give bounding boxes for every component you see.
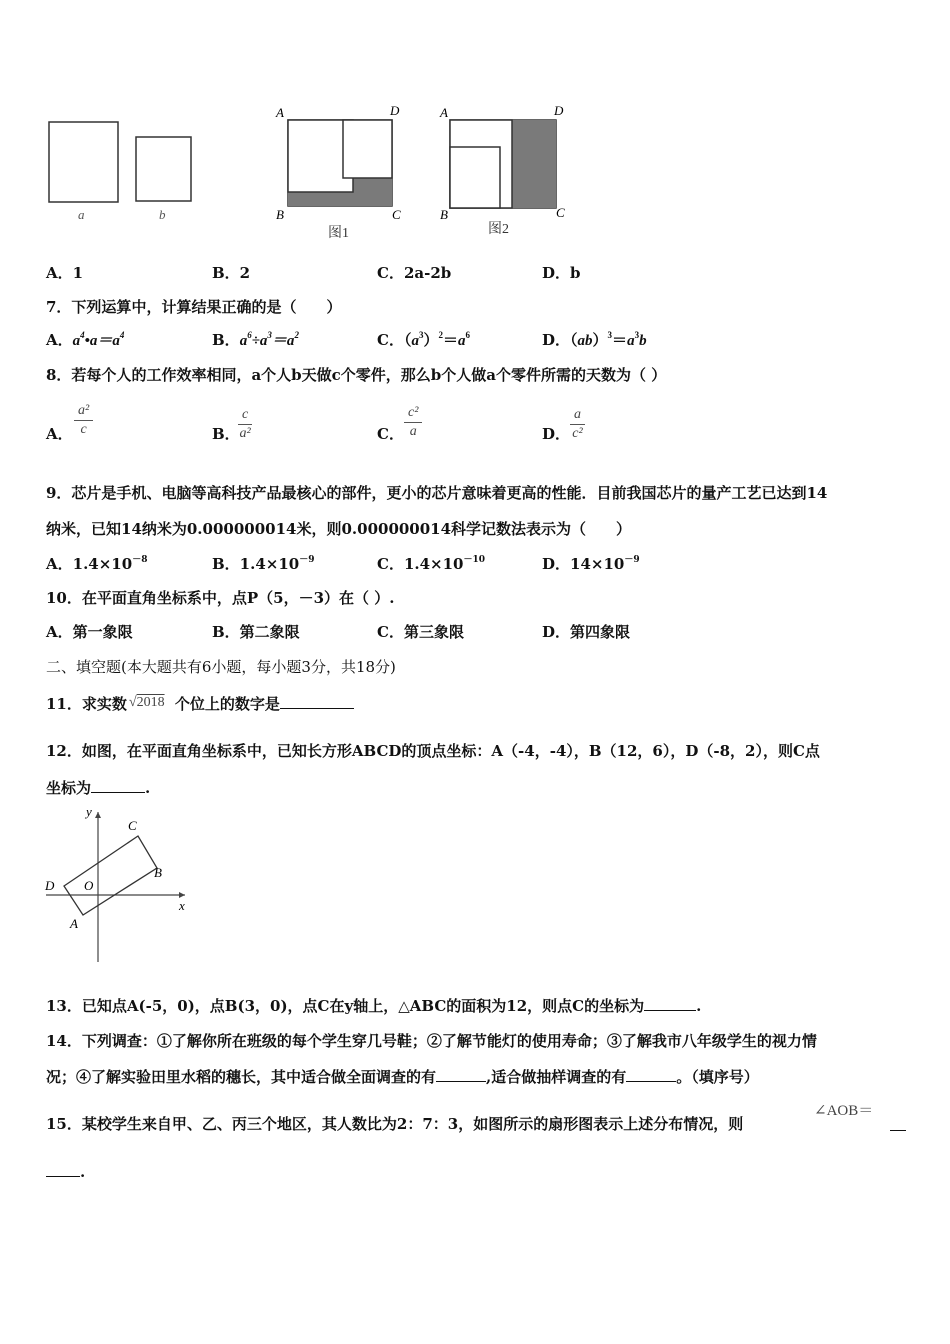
q15-answer-blank-1 — [890, 1113, 906, 1131]
q8-option-c-fraction: $\frac{\text{c²}}{a}$ — [404, 404, 422, 441]
q12-stem-line1: 12．如图，在平面直角坐标系中，已知长方形ABCD的顶点坐标：A（-4，-4），B（12，6），D（-8，2），则C点 — [46, 742, 820, 760]
q11-stem: 11．求实数 √2018 个位上的数字是 — [46, 693, 354, 714]
q9-stem-line1: 9．芯片是手机、电脑等高科技产品最核心的部件，更小的芯片意味着更高的性能．目前我国芯片的量产工艺已达到14 — [46, 484, 828, 502]
label-y: y — [86, 804, 92, 819]
q15-stem: 15．某校学生来自甲、乙、丙三个地区，其人数比为2：7：3，如图所示的扇形图表示上述分布情况，则 — [46, 1115, 744, 1133]
figure-2 — [439, 103, 565, 237]
fig1-corner-d: D — [390, 103, 400, 118]
label-c-point: C — [128, 818, 137, 833]
q14-stem-line2: 况；④了解实验田里水稻的穗长，其中适合做全面调查的有 ,适合做抽样调查的有 。（填序号） — [46, 1068, 759, 1086]
q7-option-a: A．$a^4•a=a^4$ — [46, 330, 125, 349]
q6-option-c: C．2a-2b — [377, 264, 452, 282]
q13-answer-blank — [644, 1010, 696, 1011]
fig1-caption: 图1 — [328, 226, 349, 241]
q8-option-a-label: A． — [46, 425, 73, 443]
q8-option-c-label: C． — [377, 425, 404, 443]
fig1-corner-b: B — [276, 207, 284, 222]
label-b-point: B — [154, 865, 162, 880]
q8-option-b-fraction: $\frac{c}{\text{a²}}$ — [239, 407, 251, 441]
q10-option-d: D．第四象限 — [542, 623, 631, 641]
q14-answer-blank-2 — [626, 1081, 676, 1082]
label-x: x — [179, 898, 185, 913]
q7-option-c: C．$(a^3)^2=a^6$ — [377, 330, 470, 349]
q8-option-b-label: B． — [212, 425, 240, 443]
label-d-point: D — [45, 878, 55, 893]
fig2-caption: 图2 — [488, 222, 509, 237]
label-a-point: A — [70, 916, 78, 931]
q8-option-a-fraction: $\frac{\text{a²}}{c}$ — [74, 402, 93, 439]
q8-option-d-label: D． — [542, 425, 571, 443]
q6-figures — [40, 95, 580, 245]
rectangle-abcd — [64, 836, 157, 915]
q9-option-c: C．$1.4\times 10^{-10}$ — [377, 555, 486, 573]
q9-stem-line2: 纳米，已知14纳米为0.000000014米，则0.000000014科学记数法表示为（ ） — [46, 520, 632, 538]
q12-stem-line2: 坐标为 . — [46, 779, 151, 797]
q6-option-b: B．2 — [212, 264, 251, 282]
q15-answer-blank-2 — [46, 1176, 80, 1177]
q15-angle: ∠AOB＝ — [814, 1103, 874, 1119]
q10-option-c: C．第三象限 — [377, 623, 464, 641]
q9-option-d: D．$14\times 10^{-9}$ — [542, 555, 640, 573]
fig2-corner-c: C — [556, 205, 565, 220]
label-a: a — [78, 207, 85, 222]
fig2-corner-b: B — [440, 207, 448, 222]
q8-option-d-fraction: $\frac{a}{\text{c²}}$ — [570, 406, 585, 443]
q12-figure — [40, 800, 200, 965]
q7-option-b: B．$a^6\div a^3=a^2$ — [212, 330, 299, 349]
q10-option-a: A．第一象限 — [46, 623, 133, 641]
q10-stem: 10．在平面直角坐标系中，点P（5，－3）在（ ）. — [46, 589, 395, 607]
q7-stem: 7．下列运算中，计算结果正确的是（ ） — [46, 298, 342, 316]
label-b: b — [159, 207, 166, 222]
fig1-corner-c: C — [392, 207, 401, 222]
q15-stem-end: . — [46, 1163, 85, 1181]
fig2-corner-a: A — [440, 105, 448, 120]
label-o: O — [84, 878, 94, 893]
section-2-title: 二、填空题(本大题共有6小题，每小题3分，共18分) — [46, 658, 396, 676]
q14-answer-blank-1 — [436, 1081, 486, 1082]
q6-option-d: D．b — [542, 264, 581, 282]
q9-option-b: B．$1.4\times 10^{-9}$ — [212, 555, 315, 573]
q14-stem-line1: 14．下列调查：①了解你所在班级的每个学生穿几号鞋；②了解节能灯的使用寿命；③了解我市八年级学生的视力情 — [46, 1032, 817, 1050]
fig1-corner-a: A — [276, 105, 284, 120]
q12-answer-blank — [91, 792, 145, 793]
q6-option-a: A．1 — [46, 264, 84, 282]
square-a — [49, 122, 118, 202]
fig2-corner-d: D — [554, 103, 564, 118]
q8-stem: 8．若每个人的工作效率相同，a个人b天做c个零件，那么b个人做a个零件所需的天数为（ ） — [46, 366, 667, 384]
q10-option-b: B．第二象限 — [212, 623, 300, 641]
q13-stem: 13．已知点A(-5，0)，点B(3，0)，点C在y轴上，△ABC的面积为12，则点C的坐标为 . — [46, 997, 702, 1015]
figure-1 — [275, 103, 401, 241]
q9-option-a: A．$1.4\times 10^{-8}$ — [46, 555, 148, 573]
square-b — [136, 137, 191, 201]
q7-option-d: D．$(ab)^3=a^3b$ — [542, 330, 647, 349]
q11-answer-blank — [280, 708, 354, 709]
q11-radicand: 2018 — [136, 695, 165, 710]
